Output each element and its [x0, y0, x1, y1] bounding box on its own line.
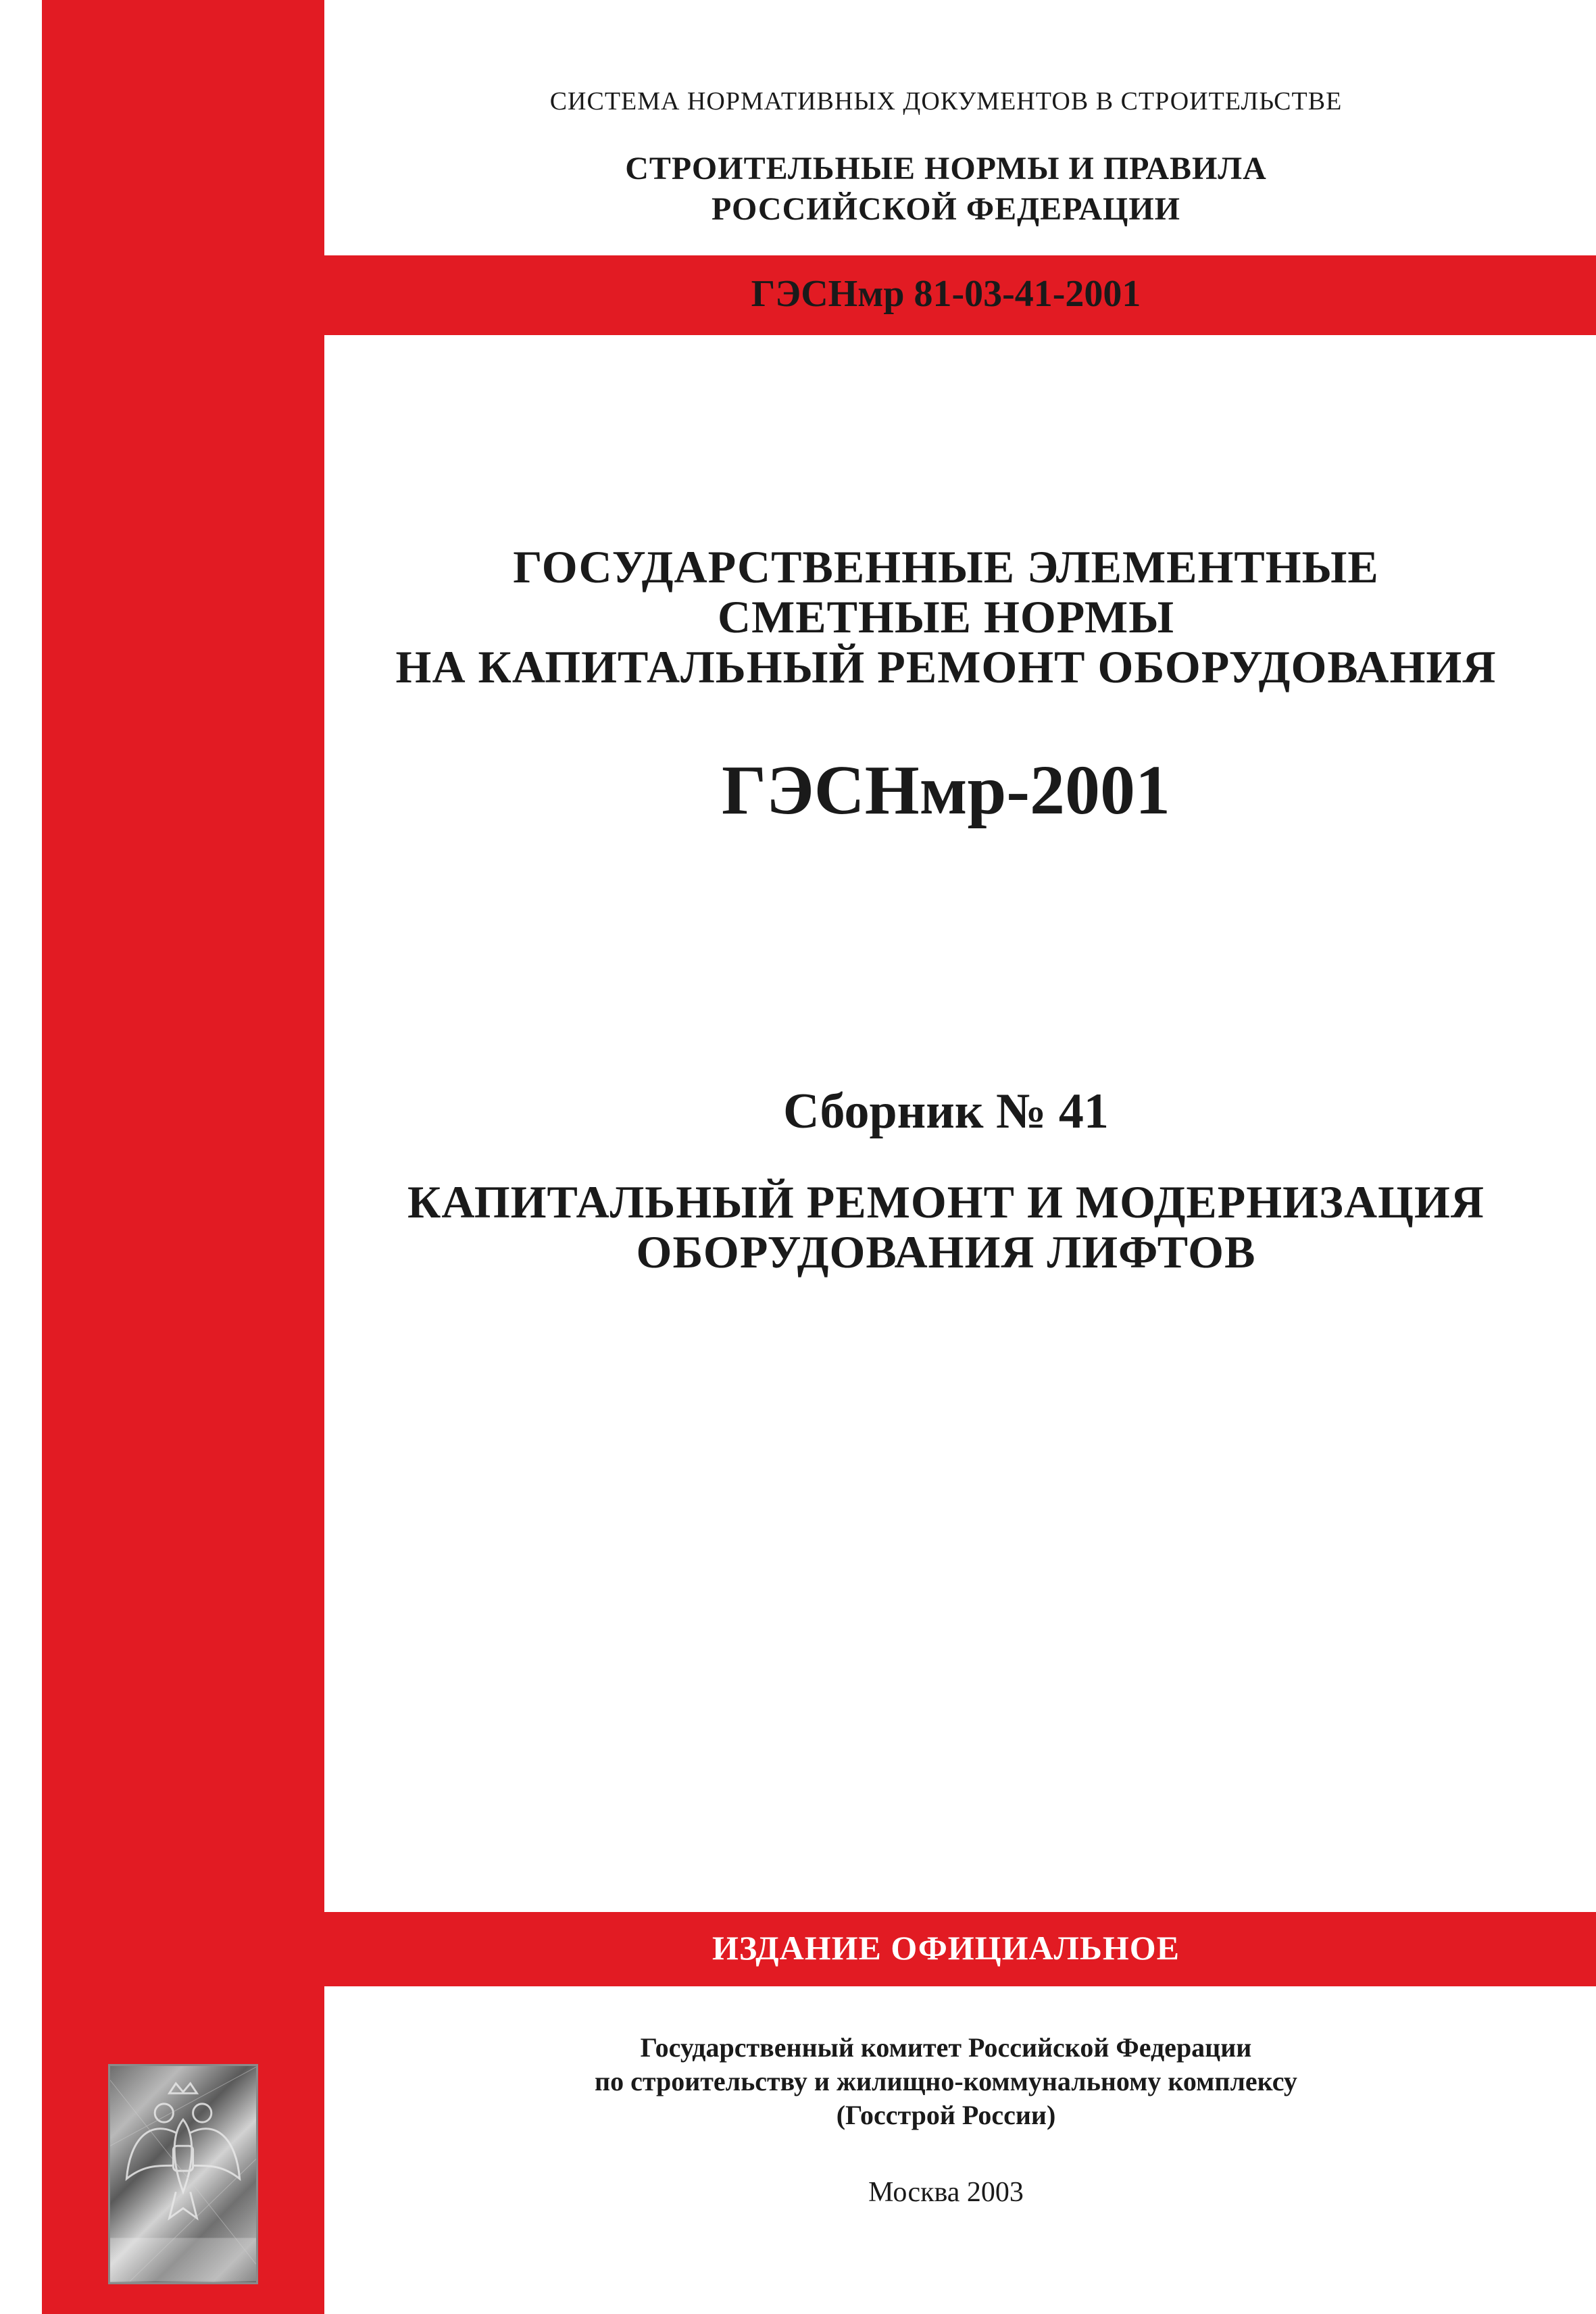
collection-title-line-1: КАПИТАЛЬНЫЙ РЕМОНТ И МОДЕРНИЗАЦИЯ — [407, 1176, 1485, 1228]
system-line: СИСТЕМА НОРМАТИВНЫХ ДОКУМЕНТОВ В СТРОИТЕЛЬСТВЕ — [549, 87, 1343, 116]
main-title — [324, 542, 1568, 692]
doc-code: ГЭСНмр 81-03-41-2001 — [751, 273, 1141, 315]
main-title-line-3: НА КАПИТАЛЬНЫЙ РЕМОНТ ОБОРУДОВАНИЯ — [395, 641, 1497, 693]
double-headed-eagle-hologram-icon — [108, 2064, 258, 2284]
main-title-line-1: ГОСУДАРСТВЕННЫЕ ЭЛЕМЕНТНЫЕ — [513, 541, 1379, 593]
collection-title — [324, 1177, 1568, 1277]
publisher — [324, 2031, 1568, 2132]
norms-title-line-1: СТРОИТЕЛЬНЫЕ НОРМЫ И ПРАВИЛА — [625, 151, 1267, 186]
publisher-line-1: Государственный комитет Российской Федерации — [640, 2032, 1252, 2063]
publisher-line-2: по строительству и жилищно-коммунальному комплексу — [595, 2066, 1297, 2096]
main-title-line-2: СМЕТНЫЕ НОРМЫ — [718, 591, 1174, 643]
city-year: Москва 2003 — [868, 2177, 1024, 2208]
collection-title-line-2: ОБОРУДОВАНИЯ ЛИФТОВ — [636, 1226, 1256, 1278]
short-code-title: ГЭСНмр-2001 — [721, 751, 1170, 829]
hologram-eagle-graphic — [110, 2066, 256, 2282]
norms-title-line-2: РОССИЙСКОЙ ФЕДЕРАЦИИ — [711, 191, 1181, 227]
norms-title — [324, 149, 1568, 230]
edition-label: ИЗДАНИЕ ОФИЦИАЛЬНОЕ — [712, 1929, 1180, 1967]
collection-number: Сборник № 41 — [783, 1084, 1109, 1139]
publisher-line-3: (Госстрой России) — [836, 2100, 1056, 2130]
